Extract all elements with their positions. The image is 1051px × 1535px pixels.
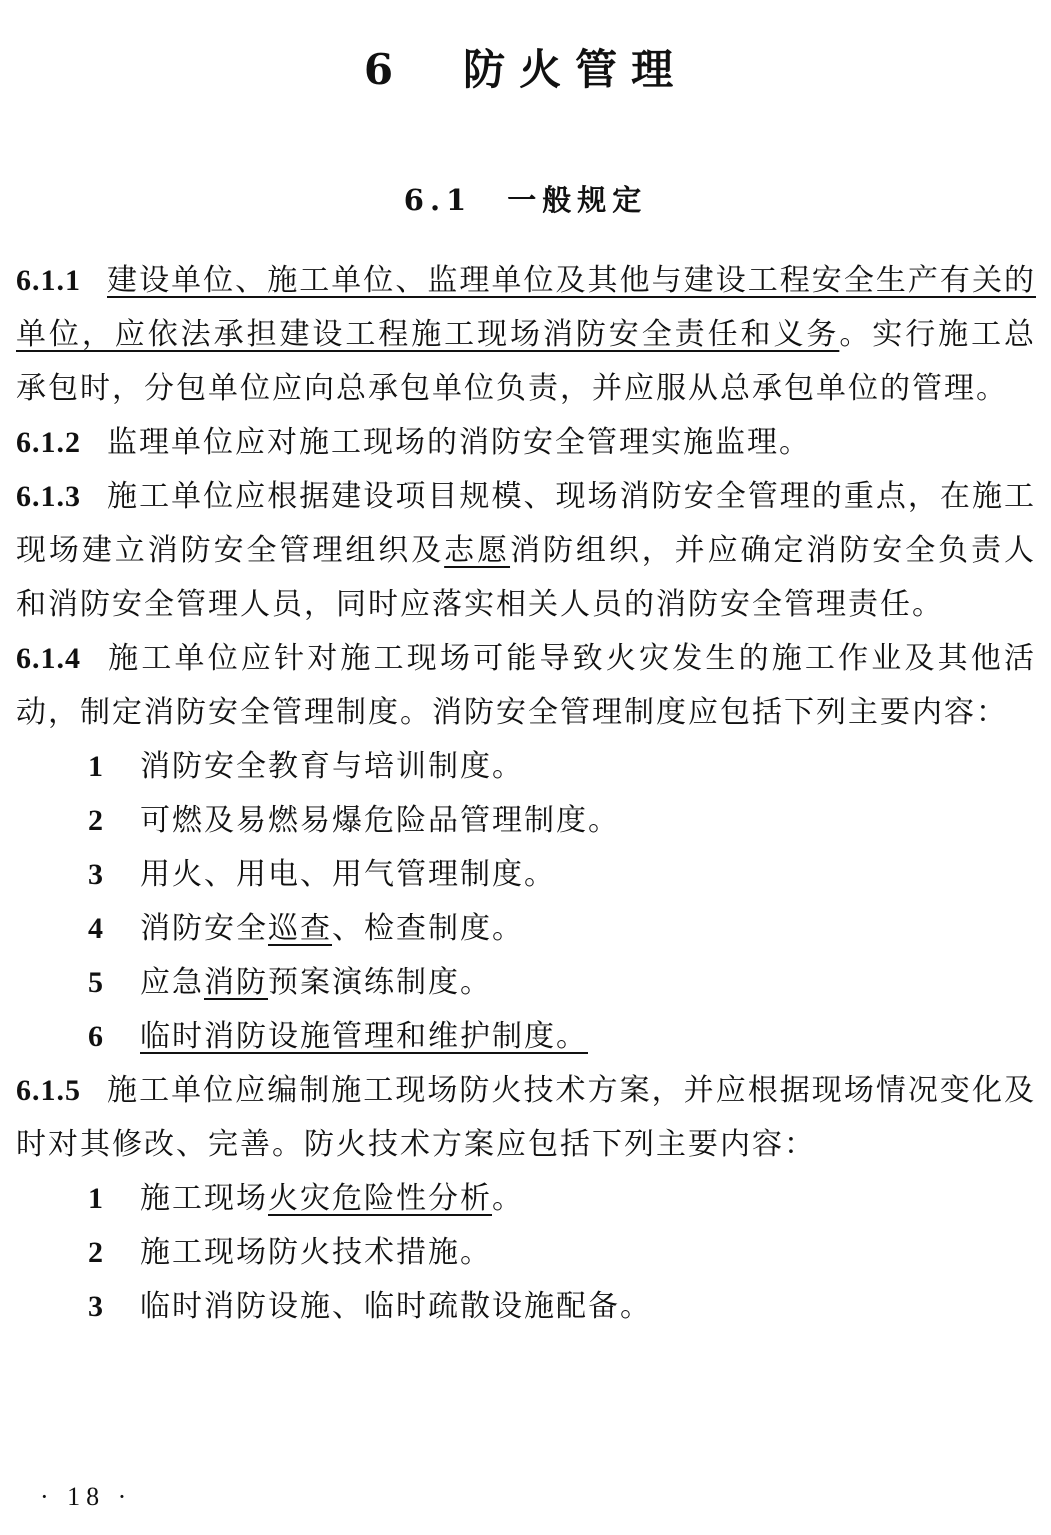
list-item xyxy=(16,902,1036,956)
item-number: 2 xyxy=(88,1236,105,1269)
clause-text-underlined: 建设单位、施工单位、监理单位及其他与建设工程安全生产有关的单位，应依法承担建设工程施工现场消防安全责任和义务 xyxy=(16,263,1036,352)
clause-6-1-1 xyxy=(16,254,1036,416)
clause-6-1-5 xyxy=(16,1064,1036,1172)
item-text: 用火、用电、用气管理制度。 xyxy=(140,857,556,892)
item-number: 6 xyxy=(88,1020,105,1053)
list-item xyxy=(16,740,1036,794)
item-text: 可燃及易燃易爆危险品管理制度。 xyxy=(140,803,620,838)
list-item xyxy=(16,1172,1036,1226)
item-text: 。 xyxy=(492,1181,524,1216)
list-item xyxy=(16,794,1036,848)
item-number: 3 xyxy=(88,858,105,891)
item-text: 消防安全 xyxy=(140,911,268,946)
clause-6-1-4 xyxy=(16,632,1036,740)
item-text: 施工现场防火技术措施。 xyxy=(140,1235,492,1270)
clause-text: 监理单位应对施工现场的消防安全管理实施监理。 xyxy=(107,425,811,460)
item-text: 、检查制度。 xyxy=(332,911,524,946)
item-text-underlined: 巡查 xyxy=(268,911,332,946)
clause-text-underlined: 志愿 xyxy=(444,533,511,568)
section-title: 6.1 一般规定 xyxy=(403,183,648,217)
item-text: 施工现场 xyxy=(140,1181,268,1216)
clause-6-1-3 xyxy=(16,470,1036,632)
item-text: 预案演练制度。 xyxy=(268,965,492,1000)
list-item xyxy=(16,1226,1036,1280)
item-text: 临时消防设施、临时疏散设施配备。 xyxy=(140,1289,652,1324)
clause-number: 6.1.3 xyxy=(16,480,81,513)
clause-number: 6.1.4 xyxy=(16,642,81,675)
item-text-underlined: 火灾危险性分析 xyxy=(268,1181,492,1216)
item-number: 3 xyxy=(88,1290,105,1323)
clause-number: 6.1.2 xyxy=(16,426,81,459)
list-item xyxy=(16,956,1036,1010)
item-text: 消防安全教育与培训制度。 xyxy=(140,749,524,784)
list-item xyxy=(16,848,1036,902)
item-text: 应急 xyxy=(140,965,204,1000)
clause-number: 6.1.5 xyxy=(16,1074,81,1107)
clause-text: 消防组织，并应确定消防安全负责人和消防安全管理人员，同时应落实相关人员的消防安全管理责任。 xyxy=(16,533,1037,622)
page-number: · 18 · xyxy=(40,1482,133,1511)
clause-text: 施工单位应编制施工现场防火技术方案，并应根据现场情况变化及时对其修改、完善。防火技术方案应包括下列主要内容： xyxy=(16,1073,1036,1162)
clause-6-1-5-items xyxy=(16,1172,1036,1334)
clause-number: 6.1.1 xyxy=(16,264,81,297)
item-text-underlined: 消防 xyxy=(204,965,268,1000)
document-body xyxy=(16,254,1036,1334)
item-number: 1 xyxy=(88,750,105,783)
list-item xyxy=(16,1010,1036,1064)
clause-text: 施工单位应根据建设项目规模、现场消防安全管理的重点，在施工现场建立消防安全管理组织及 xyxy=(16,479,1036,568)
clause-text: 施工单位应针对施工现场可能导致火灾发生的施工作业及其他活动，制定消防安全管理制度。消防安全管理制度应包括下列主要内容： xyxy=(16,641,1036,730)
item-number: 4 xyxy=(88,912,105,945)
item-number: 1 xyxy=(88,1182,105,1215)
item-number: 2 xyxy=(88,804,105,837)
clause-text: 。实行施工总承包时，分包单位应向总承包单位负责，并应服从总承包单位的管理。 xyxy=(16,317,1037,406)
clause-6-1-4-items xyxy=(16,740,1036,1064)
item-number: 5 xyxy=(88,966,105,999)
clause-6-1-2 xyxy=(16,416,1036,470)
list-item xyxy=(16,1280,1036,1334)
item-text-underlined: 临时消防设施管理和维护制度。 xyxy=(140,1019,588,1054)
chapter-title: 6 防火管理 xyxy=(363,45,688,94)
